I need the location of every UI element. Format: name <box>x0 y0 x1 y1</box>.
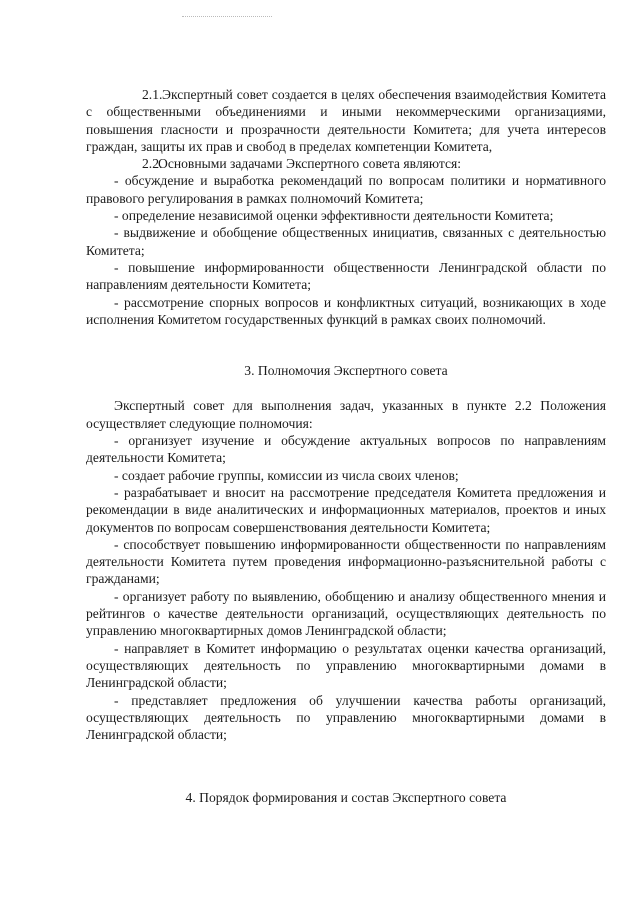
scan-artifact <box>182 16 272 21</box>
power-item: - создает рабочие группы, комиссии из числа своих членов; <box>114 467 459 483</box>
paragraph-2-1 <box>86 86 606 155</box>
paragraph-2-2 <box>86 155 606 172</box>
task-item: - определение независимой оценки эффективности деятельности Комитета; <box>114 208 554 224</box>
section-heading: 3. Полномочия Экспертного совета <box>244 363 448 379</box>
paragraph-text: Экспертный совет создается в целях обеспечения взаимодействия Комитета с общественными объединениями и иными некоммерческими организациями, повышения гласности и прозрачности деятельности Комитета; для учета интересов граждан, защиты их прав и свобод в пределах компетенции Комитета, <box>86 87 606 154</box>
task-item: - рассмотрение спорных вопросов и конфликтных ситуаций, возникающих в ходе исполнения Комитетом государственных функций в рамках своих полномочий. <box>86 294 606 327</box>
paragraph-text: Основными задачами Экспертного совета являются: <box>158 156 462 172</box>
power-item: - организует изучение и обсуждение актуальных вопросов по направлениям деятельности Комитета; <box>86 433 606 466</box>
task-item: - выдвижение и обобщение общественных инициатив, связанных с деятельностью Комитета; <box>86 225 606 258</box>
power-item: - представляет предложения об улучшении качества работы организаций, осуществляющих деятельность по управлению многоквартирными домами в Ленинградской области; <box>86 692 606 743</box>
power-item: - разрабатывает и вносит на рассмотрение председателя Комитета предложения и рекомендации в виде аналитических и информационных материалов, проектов и иных документов по вопросам совершенствования деятельности Комитета; <box>86 484 606 535</box>
power-item: - способствует повышению информированности общественности по направлениям деятельности Комитета путем проведения информационно-разъяснительной работы с гражданами; <box>86 536 606 587</box>
section-heading: 4. Порядок формирования и состав Экспертного совета <box>185 790 507 806</box>
paragraph-number: 2.2. <box>142 156 163 172</box>
section-intro: Экспертный совет для выполнения задач, указанных в пункте 2.2 Положения осуществляет следующие полномочия: <box>86 398 606 431</box>
task-item: - обсуждение и выработка рекомендаций по вопросам политики и нормативного правового регулирования в рамках полномочий Комитета; <box>86 173 606 206</box>
document-body <box>86 86 606 807</box>
paragraph-number: 2.1. <box>142 87 163 102</box>
power-item: - организует работу по выявлению, обобщению и анализу общественного мнения и рейтингов о качестве деятельности организаций, осуществляющих деятельность по управлению многоквартирных домов Ленинградской области; <box>86 588 606 639</box>
power-item: - направляет в Комитет информацию о результатах оценки качества организаций, осуществляющих деятельность по управлению многоквартирными домами в Ленинградской области; <box>86 640 606 691</box>
task-item: - повышение информированности общественности Ленинградской области по направлениям деятельности Комитета; <box>86 259 606 293</box>
